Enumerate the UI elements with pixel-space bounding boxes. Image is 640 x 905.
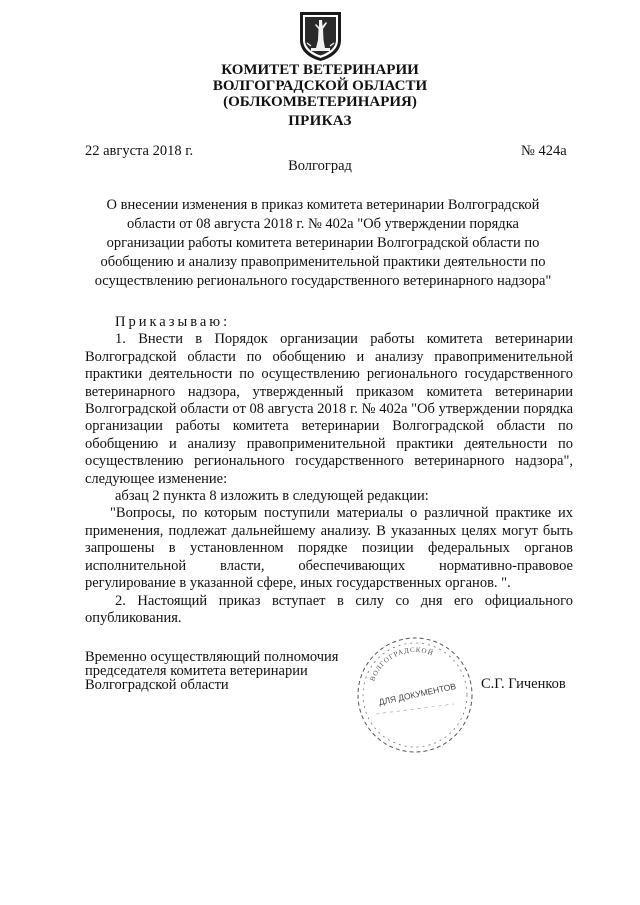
subject-line: обобщению и анализу правоприменительной практики деятельности по [100,254,546,270]
document-date: 22 августа 2018 г. [85,143,194,159]
order-item-1: 1. Внести в Порядок организации работы комитета ветеринарии Волгоградской области по обобщению и анализу правоприменительной практики деятельности по осуществлению регионального государственного ветеринарного надзора, утвержденный приказом комитета ветеринарии Волгоградской области от 08 августа 2018 г. № 402а "Об утверждении порядка организации работы комитета ветеринарии Волгоградской области по обобщению и анализу правоприменительной практики деятельности по осуществлению регионального государственного ветеринарного надзора", следующее изменение: [85,331,573,487]
order-item-2: 2. Настоящий приказ вступает в силу со дня его официального опубликования. [85,592,573,626]
document-subject [78,196,568,291]
amendment-quote: "Вопросы, по которым поступили материалы о различной практике их применения, подлежат дальнейшему анализу. В указанных целях могут быть запрошены в установленном порядке позиции федеральных органов исполнительной власти, обеспечивающих нормативно-правовое регулирование в указанной сфере, иных государственных органов. ". [85,505,573,592]
document-number: № 424а [521,143,567,159]
order-item-1-sub: абзац 2 пункта 8 изложить в следующей редакции: [115,488,429,505]
official-stamp-icon [354,634,476,756]
signatory-name: С.Г. Гиченков [481,676,566,692]
subject-line: организации работы комитета ветеринарии Волгоградской области по [106,235,540,251]
signatory-position [85,650,338,692]
document-body [85,314,573,627]
seal-text-center: ДЛЯ ДОКУМЕНТОВ [377,680,457,708]
org-name-line-2: ВОЛГОГРАДСКОЙ ОБЛАСТИ [212,78,428,94]
org-name-line-1: КОМИТЕТ ВЕТЕРИНАРИИ [221,62,419,78]
signatory-position-line: председателя комитета ветеринарии [85,663,308,679]
document-type-heading: ПРИКАЗ [288,113,352,129]
subject-line: О внесении изменения в приказ комитета ветеринарии Волгоградской [106,197,540,213]
org-name-line-3: (ОБЛКОМВЕТЕРИНАРИЯ) [223,94,417,110]
order-word: Приказываю: [115,314,231,330]
document-city: Волгоград [288,158,352,174]
signatory-position-line: Временно осуществляющий полномочия [85,649,339,665]
subject-line: области от 08 августа 2018 г. № 402а "Об утверждении порядка [127,216,519,232]
volgograd-coat-of-arms-icon [297,10,344,62]
seal-text-top: ВОЛГОГРАДСКОЙ [368,645,435,683]
subject-line: осуществлению регионального государственного ветеринарного надзора" [94,273,552,289]
svg-text:ВОЛГОГРАДСКОЙ [368,646,434,683]
signatory-position-line: Волгоградской области [85,677,229,693]
